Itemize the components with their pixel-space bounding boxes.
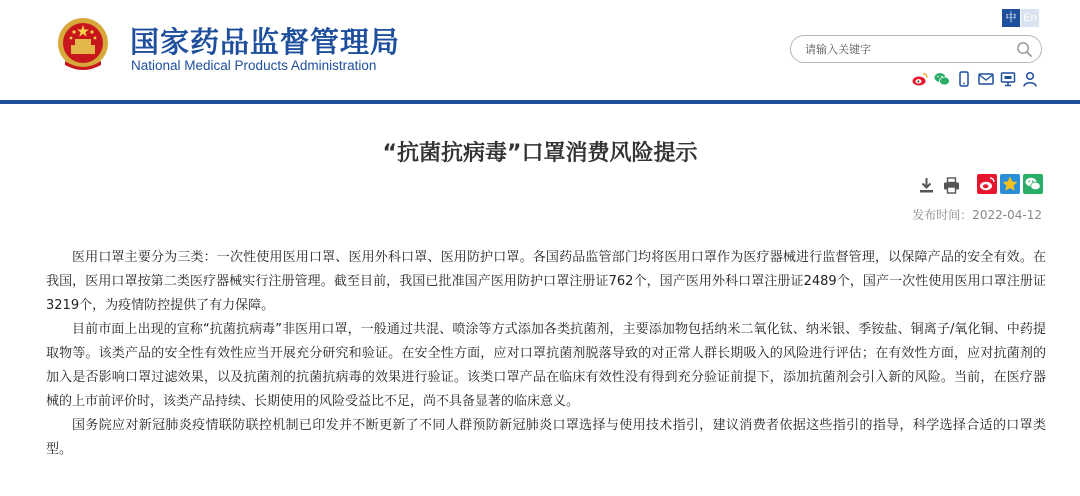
site-name-chinese[interactable]: 国家药品监督管理局 — [130, 25, 401, 59]
social-links — [912, 70, 1038, 88]
publish-label: 发布时间： — [912, 208, 973, 222]
mobile-icon[interactable] — [956, 71, 972, 87]
wechat-icon[interactable] — [934, 71, 950, 87]
message-board-icon[interactable] — [1000, 71, 1016, 87]
search-input[interactable] — [805, 40, 1005, 58]
header-divider — [0, 100, 1080, 104]
search-icon[interactable] — [1016, 41, 1033, 58]
qzone-share-icon[interactable] — [1000, 174, 1020, 194]
download-icon[interactable] — [918, 177, 935, 194]
user-icon[interactable] — [1022, 71, 1038, 87]
publish-info — [0, 206, 1042, 223]
mail-icon[interactable] — [978, 71, 994, 87]
article-tools — [918, 176, 960, 194]
national-emblem-icon[interactable] — [57, 17, 109, 71]
article-body — [46, 246, 1046, 462]
site-name-english[interactable]: National Medical Products Administration — [131, 58, 377, 73]
weibo-share-icon[interactable] — [977, 174, 997, 194]
print-icon[interactable] — [943, 177, 960, 194]
article-paragraph: 目前市面上出现的宣称“抗菌抗病毒”非医用口罩，一般通过共混、喷涂等方式添加各类抗菌剂，主要添加物包括纳米二氧化钛、纳米银、季铵盐、铜离子/氧化铜、中药提取物等。该类产品的安全性有效性应当开展充分研究和验证。在安全性方面，应对口罩抗菌剂脱落导致的对正常人群长期吸入的风险进行评估；在有效性方面，应对抗菌剂的加入是否影响口罩过滤效果，以及抗菌剂的抗菌抗病毒的效果进行验证。该类口罩产品在临床有效性没有得到充分验证前提下，添加抗菌剂会引入新的风险。当前，在医疗器械的上市前评价时，该类产品持续、长期使用的风险受益比不足，尚不具备显著的临床意义。 — [46, 322, 1046, 409]
share-buttons — [977, 174, 1043, 194]
publish-date: 2022-04-12 — [972, 208, 1042, 222]
article-title: “抗菌抗病毒”口罩消费风险提示 — [382, 141, 698, 166]
wechat-share-icon[interactable] — [1023, 174, 1043, 194]
site-header — [0, 0, 1080, 100]
article-paragraph: 医用口罩主要分为三类：一次性使用医用口罩、医用外科口罩、医用防护口罩。各国药品监管部门均将医用口罩作为医疗器械进行监督管理，以保障产品的安全有效。在我国，医用口罩按第二类医疗器械实行注册管理。截至目前，我国已批准国产医用防护口罩注册证762个，国产医用外科口罩注册证2489个，国产一次性使用医用口罩注册证3219个，为疫情防控提供了有力保障。 — [46, 250, 1046, 313]
lang-chinese-link[interactable]: 中 — [1002, 9, 1020, 27]
article-paragraph: 国务院应对新冠肺炎疫情联防联控机制已印发并不断更新了不同人群预防新冠肺炎口罩选择与使用技术指引，建议消费者依据这些指引的指导，科学选择合适的口罩类型。 — [46, 418, 1046, 457]
lang-english-link[interactable]: En — [1021, 9, 1039, 27]
search-box — [790, 35, 1042, 63]
weibo-icon[interactable] — [912, 71, 928, 87]
